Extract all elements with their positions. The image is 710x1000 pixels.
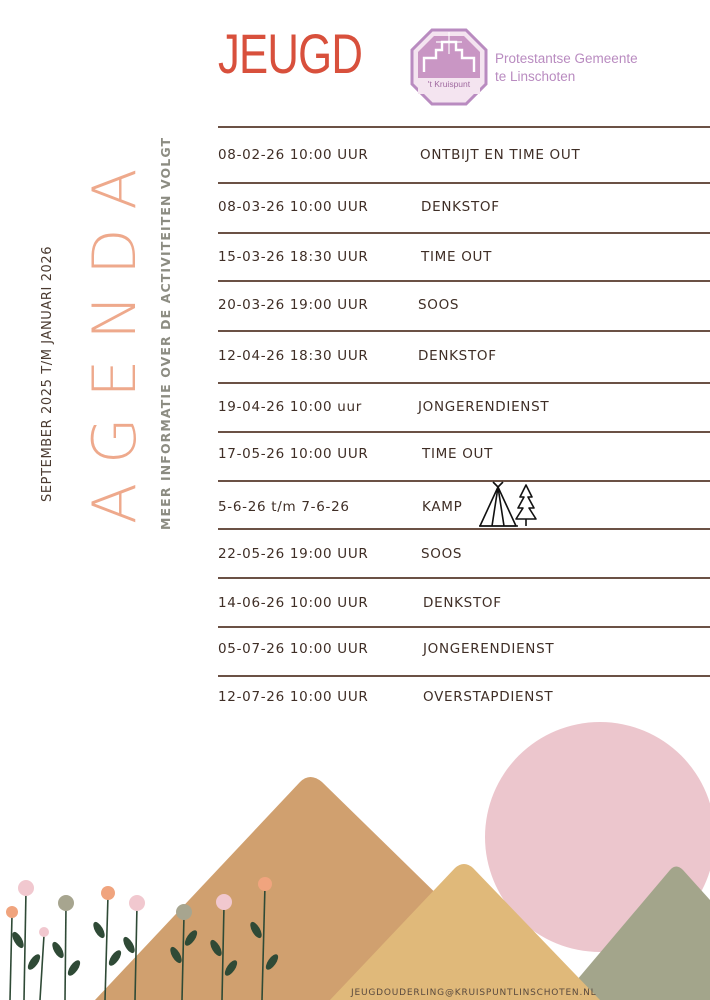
agenda-activity: DENKSTOF — [421, 199, 500, 215]
row-divider — [218, 528, 710, 530]
agenda-date: 12-07-26 10:00 UUR — [218, 689, 369, 705]
row-divider — [218, 232, 710, 234]
row-divider — [218, 626, 710, 628]
agenda-date: 20-03-26 19:00 UUR — [218, 297, 369, 313]
agenda-activity: DENKSTOF — [423, 595, 502, 611]
agenda-activity: KAMP — [422, 499, 463, 515]
agenda-activity: DENKSTOF — [418, 348, 497, 364]
church-name-line1: Protestantse Gemeente — [495, 51, 638, 66]
contact-email[interactable]: JEUGDOUDERLING@KRUISPUNTLINSCHOTEN.NL — [351, 988, 597, 998]
agenda-activity: ONTBIJT EN TIME OUT — [420, 147, 581, 163]
agenda-date: 5-6-26 t/m 7-6-26 — [218, 499, 350, 515]
church-name — [495, 50, 638, 86]
agenda-activity: TIME OUT — [421, 249, 493, 265]
info-note: MEER INFORMATIE OVER DE ACTIVITEITEN VOLGT — [158, 136, 173, 530]
row-divider — [218, 182, 710, 184]
row-divider — [218, 126, 710, 128]
agenda-date: 19-04-26 10:00 uur — [218, 399, 363, 415]
tent-icon — [478, 481, 540, 533]
row-divider — [218, 480, 710, 482]
agenda-date: 05-07-26 10:00 UUR — [218, 641, 369, 657]
agenda-activity: JONGERENDIENST — [418, 399, 550, 415]
agenda-date: 17-05-26 10:00 UUR — [218, 446, 369, 462]
agenda-date: 12-04-26 18:30 UUR — [218, 348, 369, 364]
agenda-activity: TIME OUT — [422, 446, 494, 462]
agenda-date: 15-03-26 18:30 UUR — [218, 249, 369, 265]
agenda-date: 08-02-26 10:00 UUR — [218, 147, 369, 163]
page-title: JEUGD — [218, 22, 363, 85]
agenda-activity: SOOS — [421, 546, 463, 562]
row-divider — [218, 330, 710, 332]
church-name-line2: te Linschoten — [495, 69, 576, 84]
logo-caption: 't Kruispunt — [427, 79, 471, 89]
row-divider — [218, 382, 710, 384]
agenda-date: 08-03-26 10:00 UUR — [218, 199, 369, 215]
row-divider — [218, 577, 710, 579]
period-label: SEPTEMBER 2025 T/M JANUARI 2026 — [40, 245, 55, 502]
row-divider — [218, 431, 710, 433]
agenda-activity: JONGERENDIENST — [423, 641, 555, 657]
church-logo — [410, 28, 488, 110]
agenda-heading: AGENDA — [80, 148, 150, 524]
agenda-activity: SOOS — [418, 297, 460, 313]
row-divider — [218, 280, 710, 282]
landscape-illustration — [0, 700, 710, 1000]
agenda-date: 14-06-26 10:00 UUR — [218, 595, 369, 611]
row-divider — [218, 675, 710, 677]
agenda-activity: OVERSTAPDIENST — [423, 689, 554, 705]
agenda-date: 22-05-26 19:00 UUR — [218, 546, 369, 562]
